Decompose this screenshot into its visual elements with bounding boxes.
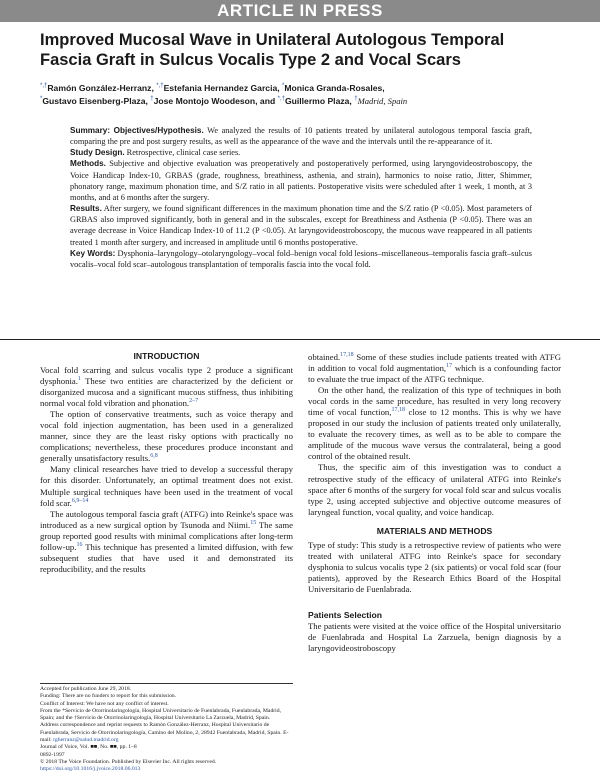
footnote: From the *Servicio de Otorrinolaringología, Hospital Universitario de Fuenlabrada, Fuenlabrada, Madrid, Spain; and the †Servicio de Otorrinolaringología, Hospital Universitario La Zarzuela, Madrid, Spain.: [40, 707, 282, 722]
citation-link[interactable]: 6,9–14: [71, 497, 89, 504]
author-affiliation-mark: †: [150, 96, 154, 103]
citation-link[interactable]: 2–7: [189, 398, 199, 405]
footnote: 0892-1997: [40, 751, 65, 758]
intro-paragraph: The option of conservative treatments, such as voice therapy and vocal fold injection augmentation, has been used in a generalized manner, since they are the least risky options with practically no complications; nevertheless, these procedures produce inconstant and generally unsatisfactory results.$^{6,8}$: [40, 409, 293, 464]
abstract-results: [70, 203, 532, 248]
intro-paragraph: obtained.$^{17,18}$ Some of these studies include patients treated with ATFG in addition to vocal fold augmentation,$^{17}$ which is a confounding factor to evaluate the true impact of the ATFG technique.: [308, 352, 561, 385]
author-affiliation-mark: *,†: [40, 83, 48, 90]
citation-link[interactable]: 15: [250, 519, 257, 526]
abstract: [70, 125, 532, 270]
summary-label: Summary:: [70, 126, 111, 135]
citation-link[interactable]: 17: [446, 363, 453, 370]
design-text: Retrospective, clinical case series.: [126, 148, 241, 158]
citation-link[interactable]: 17,18: [391, 407, 405, 414]
keywords-label: Key Words:: [70, 248, 116, 258]
methods-label: Methods.: [70, 159, 106, 169]
abstract-divider: [0, 339, 600, 340]
footnote: Journal of Voice, Vol. ■■, No. ■■, pp. 1–8: [40, 744, 137, 751]
section-heading-materials-methods: MATERIALS AND METHODS: [376, 525, 493, 536]
author-affiliation-mark: *,†: [156, 83, 164, 90]
author-name[interactable]: Gustavo Eisenberg-Plaza,: [42, 96, 148, 106]
design-label: Study Design.: [70, 148, 125, 158]
objectives-text: We analyzed the results of 10 patients treated by unilateral autologous temporal fascia graft, comparing the pre and post surgery results, as well as the appearance of the wave and the intervals until the re-appearance of it.: [70, 126, 532, 147]
footnote: Accepted for publication June 29, 2018.: [40, 686, 132, 692]
intro-paragraph: On the other hand, the realization of this type of techniques in both vocal cords in the same procedure, has resulted in very long recovery time of vocal function,$^{17,18}$ close to 12 months. This is why we have proposed in our study the inclusion of patients treated only unilaterally, to evaluate the recovery times, as well as to be able to compare the amplitude of the mucous wave versus the contralateral, being a good control of the obtained result.: [308, 385, 561, 462]
methods-text: Subjective and objective evaluation was preoperatively and postoperatively performed, using laryngovideostroboscopy, the Voice Handicap Index-10, GRBAS (grade, roughness, breathiness, asthenia, and strain), harmonics to noise ratio, Jitter, Shimmer, phonatory range, maximum phonation time, and S/Z ratio in all patients. Postoperative visits were scheduled after 1 week, 1 month, at 3 months, and at 6 months after the surgery.: [70, 159, 533, 202]
subsection-heading-patients-selection: Patients Selection: [308, 609, 383, 620]
footnote-divider: [40, 683, 293, 684]
intro-paragraph: Many clinical researches have tried to develop a successful therapy for this disorder. Unfortunately, an optimal treatment does not exist. Multiple surgical techniques have been used in the treatment of vocal fold scar.$^{6,9-14}$: [40, 464, 293, 508]
footnote: © 2018 The Voice Foundation. Published by Elsevier Inc. All rights reserved.: [40, 758, 217, 765]
author-affiliation-mark: *: [282, 83, 285, 90]
author-name[interactable]: Guillermo Plaza,: [284, 96, 352, 106]
results-label: Results.: [70, 204, 102, 214]
email-link[interactable]: rgherranz@salud.madrid.org: [53, 737, 119, 744]
methods-paragraph: The patients were visited at the voice office of the Hospital universitario de Fuenlabrada and Hospital La Zarzuela, benign diagnosis by a laryngovideostroboscopy: [308, 620, 561, 654]
author-list: [40, 82, 560, 108]
left-column: [40, 350, 293, 575]
affiliation-mark: †: [354, 96, 358, 103]
intro-paragraph: Vocal fold scarring and sulcus vocalis type 2 produce a significant dysphonia.$^1$ These two entities are characterized by the deficient or disorganized mucosa and a significant mucous stiffness, thus inhibiting normal vocal fold vibration and phonation.$^{2-7}$: [40, 365, 293, 409]
footnote: Conflict of Interest: We have not any conflict of interest.: [40, 700, 169, 707]
author-name[interactable]: Ramón González-Herranz,: [47, 83, 154, 93]
author-affiliation-mark: *: [40, 96, 43, 103]
abstract-methods: [70, 158, 532, 203]
keywords-text: Dysphonia–laryngology–otolaryngology–vocal fold–benign vocal fold lesions–miscellaneous–temporalis fascia graft–sulcus vocalis–vocal fold scar–autologous transplantation of temporalis fascia into the vocal fold.: [70, 248, 533, 269]
footnote: Address correspondence and reprint requests to Ramón González-Herranz, Hospital Universitario de Fuenlabrada, Servicio de Otorrinolaringología, Camino del Molino, 2, 28942 Fuenlabrada, Madrid, Spain. E-mail: rgherranz@salud.madrid.org: [40, 722, 289, 744]
article-in-press-banner: ARTICLE IN PRESS: [0, 0, 600, 22]
citation-link[interactable]: 6,8: [150, 453, 158, 460]
author-affiliation: Madrid, Spain: [357, 96, 408, 106]
article-title: Improved Mucosal Wave in Unilateral Autologous Temporal Fascia Graft in Sulcus Vocalis Type 2 and Vocal Scars: [40, 31, 505, 69]
footnotes: [40, 686, 293, 774]
objectives-label: Objectives/Hypothesis.: [113, 126, 204, 135]
abstract-keywords: [70, 248, 532, 270]
section-heading-introduction: INTRODUCTION: [133, 351, 200, 361]
intro-paragraph: The autologous temporal fascia graft (ATFG) into Reinke's space was introduced as a new surgical option by Tsunoda and Niimi.$^{15}$ The same group reported good results with minimal complications after long-term follow-up.$^{16}$ This technique has presented a limited diffusion, with few subsequent studies that have used it and demonstrated its reproducibility, and the results: [40, 508, 294, 574]
author-affiliation-mark: *,†: [277, 96, 285, 103]
citation-link[interactable]: 16: [76, 541, 83, 548]
right-column: [308, 352, 561, 654]
abstract-design: [70, 147, 532, 158]
footnote: Funding: There are no funders to report for this submission.: [40, 693, 177, 700]
author-name[interactable]: Jose Montojo Woodeson, and: [153, 96, 276, 106]
doi-link[interactable]: https://doi.org/10.1016/j.jvoice.2018.06.013: [40, 766, 141, 773]
abstract-objectives: [70, 125, 532, 147]
citation-link[interactable]: 1: [77, 376, 81, 383]
intro-paragraph: Thus, the specific aim of this investigation was to conduct a retrospective study of the efficacy of unilateral ATFG into Reinke's space after 6 months of the surgery for vocal fold scar and sulcus vocalis type 2, using accepted subjective and objective outcome measures of laryngeal function, vocal quality, and voice handicap.: [308, 462, 561, 517]
results-text: After surgery, we found significant differences in the maximum phonation time and the S/Z ratio (P <0.05). Most parameters of GRBAS also improved significantly, both in general and in the subscales, except for Breathiness and Asthenia (P <0.05). There was an average decrease in Voice Handicap Index-10 of 11.2 (P <0.05). At laryngovideostroboscopy, the mucous wave reappeared in all patients treated 1 month after surgery, and increased in amplitude until 6 months postoperative.: [70, 204, 532, 247]
author-name[interactable]: Estefania Hernandez Garcia,: [163, 83, 280, 93]
methods-paragraph: Type of study: This study is a retrospective review of patients who were treated with unilateral ATFG into Reinke's space for secondary dysphonia to sulcus vocalis type 2 (six patients) or vocal fold scar (four patients), approved by the Research Ethics Board of the Hospital Universitario de Fuenlabrada.: [308, 539, 561, 594]
citation-link[interactable]: 17,18: [340, 352, 354, 359]
author-name[interactable]: Monica Granda-Rosales,: [284, 83, 385, 93]
